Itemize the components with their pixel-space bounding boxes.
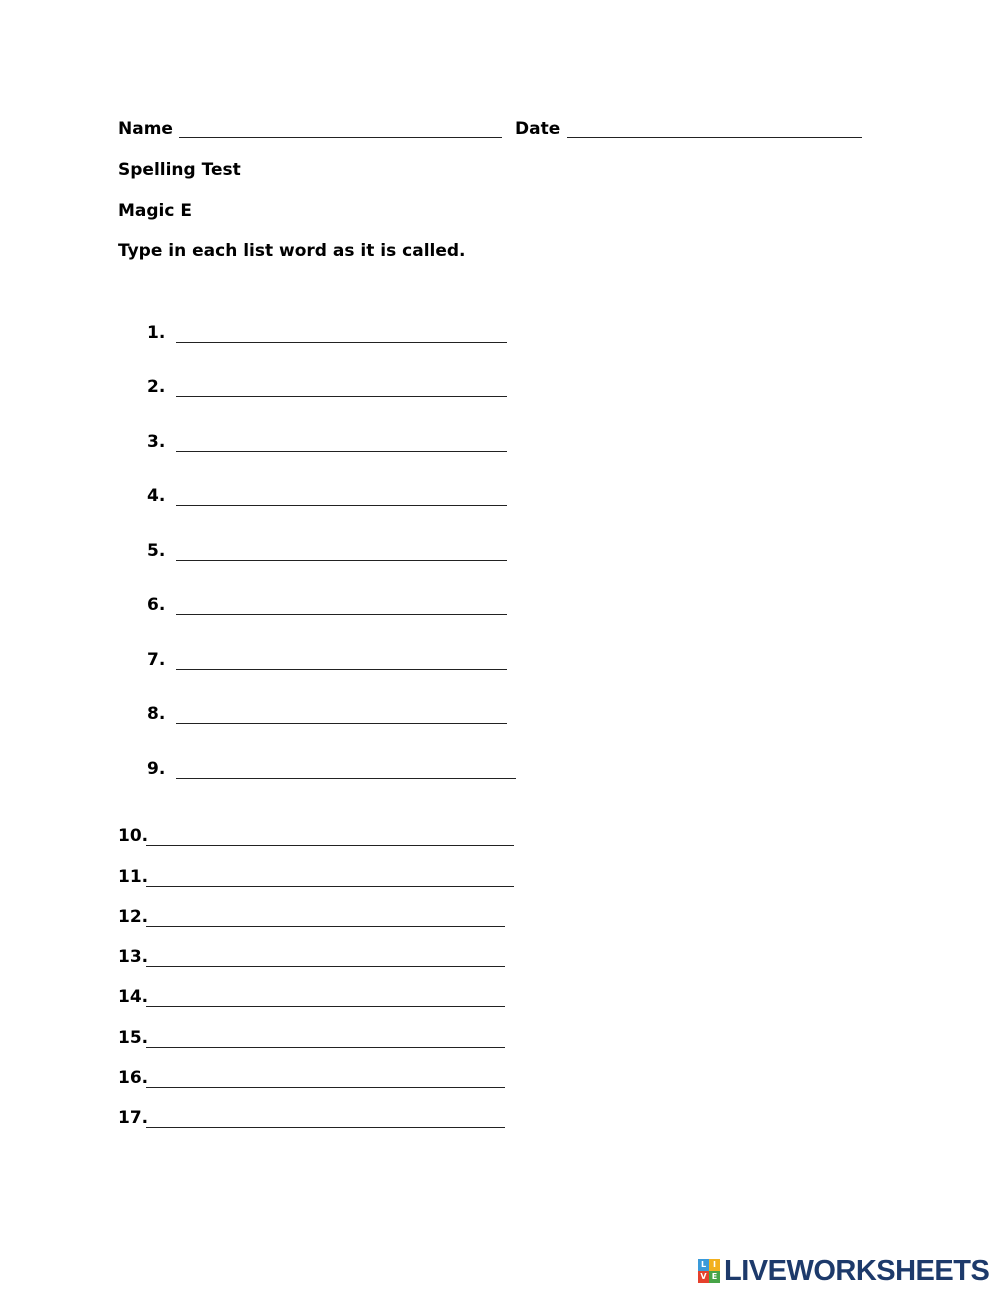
item-number: 16. bbox=[118, 1068, 149, 1088]
item-number: 3. bbox=[147, 432, 166, 452]
logo-mark-letter: E bbox=[709, 1271, 720, 1283]
item-number: 4. bbox=[147, 486, 166, 506]
item-number: 2. bbox=[147, 377, 166, 397]
item-number: 8. bbox=[147, 704, 166, 724]
item-number: 5. bbox=[147, 541, 166, 561]
logo-mark-icon bbox=[698, 1259, 720, 1283]
item-number: 12. bbox=[118, 907, 149, 927]
item-number: 13. bbox=[118, 947, 149, 967]
name-field[interactable] bbox=[179, 137, 502, 138]
answer-blank[interactable] bbox=[176, 669, 507, 670]
answer-blank[interactable] bbox=[176, 560, 507, 561]
item-number: 15. bbox=[118, 1028, 149, 1048]
item-number: 9. bbox=[147, 759, 166, 779]
answer-blank[interactable] bbox=[146, 1127, 505, 1128]
answer-blank[interactable] bbox=[176, 505, 507, 506]
answer-blank[interactable] bbox=[176, 778, 516, 779]
item-number: 17. bbox=[118, 1108, 149, 1128]
answer-blank[interactable] bbox=[146, 886, 514, 887]
instructions-text: Type in each list word as it is called. bbox=[118, 241, 466, 261]
name-label: Name bbox=[118, 119, 173, 139]
item-number: 10. bbox=[118, 826, 149, 846]
answer-blank[interactable] bbox=[176, 342, 507, 343]
item-number: 6. bbox=[147, 595, 166, 615]
item-number: 11. bbox=[118, 867, 149, 887]
answer-blank[interactable] bbox=[146, 1087, 505, 1088]
answer-blank[interactable] bbox=[146, 926, 505, 927]
date-label: Date bbox=[515, 119, 561, 139]
answer-blank[interactable] bbox=[176, 614, 507, 615]
page-title: Spelling Test bbox=[118, 160, 241, 180]
item-number: 1. bbox=[147, 323, 166, 343]
answer-blank[interactable] bbox=[146, 966, 505, 967]
page-subtitle: Magic E bbox=[118, 201, 192, 221]
logo-mark-letter: I bbox=[709, 1259, 720, 1271]
answer-blank[interactable] bbox=[176, 451, 507, 452]
logo-text: LIVEWORKSHEETS bbox=[724, 1255, 990, 1287]
answer-blank[interactable] bbox=[176, 396, 507, 397]
answer-blank[interactable] bbox=[176, 723, 507, 724]
item-number: 7. bbox=[147, 650, 166, 670]
answer-blank[interactable] bbox=[146, 1047, 505, 1048]
answer-blank[interactable] bbox=[146, 1006, 505, 1007]
logo-mark-letter: L bbox=[698, 1259, 709, 1271]
date-field[interactable] bbox=[567, 137, 862, 138]
item-number: 14. bbox=[118, 987, 149, 1007]
logo-mark-letter: V bbox=[698, 1271, 709, 1283]
answer-blank[interactable] bbox=[146, 845, 514, 846]
